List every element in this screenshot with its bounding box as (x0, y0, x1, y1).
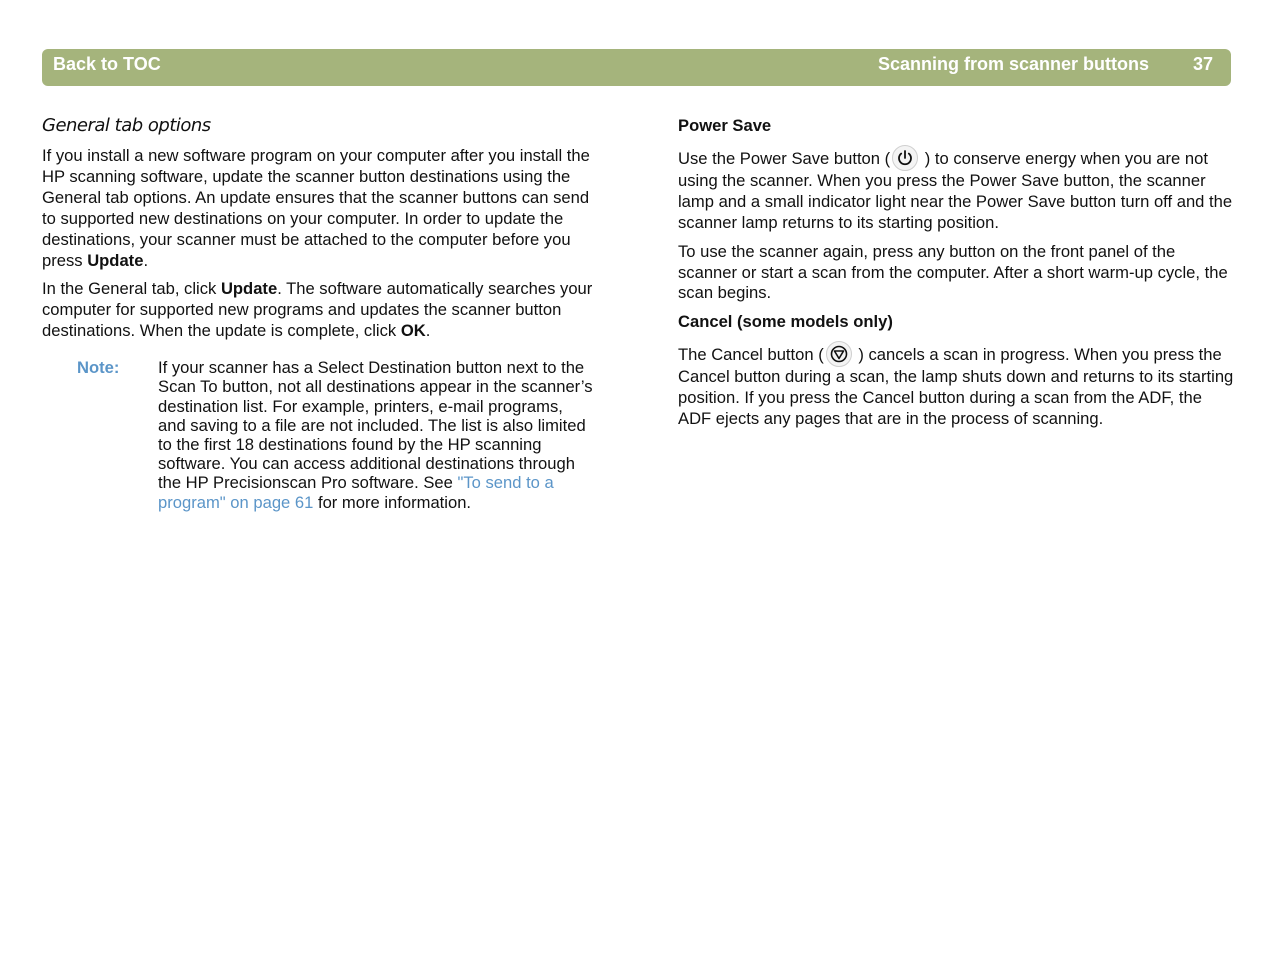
text: The Cancel button ( (678, 345, 824, 365)
update-term: Update (87, 250, 144, 270)
cancel-paragraph (678, 341, 1234, 430)
header-bar (42, 49, 1231, 86)
page-number: 37 (1192, 54, 1213, 74)
update-term: Update (220, 279, 278, 299)
general-tab-options-heading: General tab options (42, 115, 211, 136)
cancel-heading: Cancel (some models only) (678, 312, 893, 332)
text: If your scanner has a Select Destination button next to the Scan To button, not all destinations appear in the scanner’s destination list. For example, printers, e-mail programs, and saving to a file are not included. The list is also limited to the first 18 destinations found by the HP scanning software. You can access additional destinations through the HP Precisionscan Pro software. See (158, 358, 593, 493)
power-save-heading: Power Save (678, 116, 772, 135)
note-body (158, 358, 594, 512)
power-save-resume-paragraph: To use the scanner again, press any button on the front panel of the scanner or start a scan from the computer. After a short warm-up cycle, the scan begins. (678, 241, 1228, 303)
left-column (42, 114, 594, 512)
cancel-icon (826, 341, 852, 367)
power-save-paragraph (678, 145, 1234, 234)
text: . The software automatically searches your computer for supported new programs and updates the scanner button destinations. When the update is complete, click (42, 279, 593, 341)
ok-term: OK (400, 321, 426, 341)
text: for more information. (313, 492, 472, 512)
text: If you install a new software program on your computer after you install the HP scanning software, update the scanner button destinations using the General tab options. An update ensures that the scanner buttons can send to supported new destinations on your computer. In order to update the destinations, your scanner must be attached to the computer before you press (42, 146, 590, 270)
text: In the General tab, click (42, 279, 221, 299)
section-title: Scanning from scanner buttons (877, 54, 1149, 74)
text: ) to conserve energy when you are not using the scanner. When you press the Power Save button, the scanner lamp and a small indicator light near the Power Save button turn off and the scanner lamp returns to its starting position. (678, 148, 1233, 232)
send-to-program-link[interactable]: "To send to a program" on page 61 (158, 473, 554, 512)
text: ) cancels a scan in progress. When you press the Cancel button during a scan, the lamp shuts down and returns to its starting position. If you press the Cancel button during a scan from the ADF, the ADF ejects any pages that are in the process of scanning. (678, 345, 1234, 429)
back-to-toc-link[interactable]: Back to TOC (53, 54, 161, 74)
general-tab-paragraph (42, 279, 594, 342)
update-paragraph (42, 146, 594, 271)
power-icon (892, 145, 918, 171)
text: . (143, 250, 149, 270)
right-column (678, 116, 1234, 438)
text: . (425, 321, 431, 341)
note-block (42, 358, 594, 512)
note-label: Note: (77, 358, 120, 378)
text: Use the Power Save button ( (678, 148, 891, 168)
